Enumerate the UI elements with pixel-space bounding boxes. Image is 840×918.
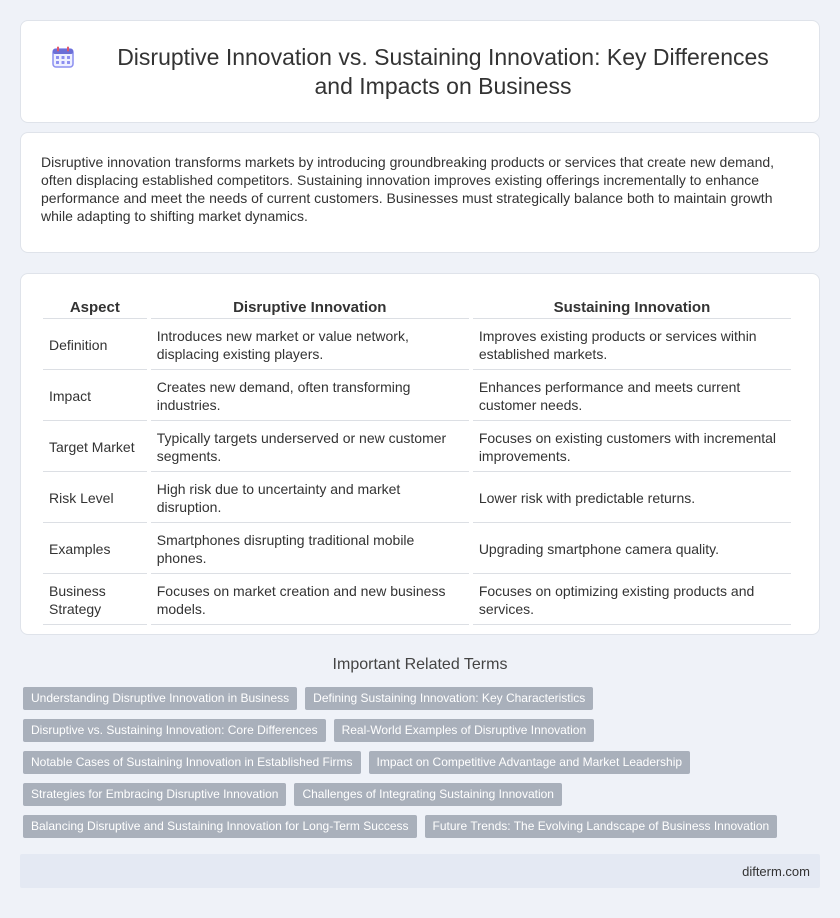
table-header-row — [43, 296, 791, 319]
comparison-table — [39, 294, 795, 627]
header-disruptive: Disruptive Innovation — [151, 296, 469, 319]
row-disruptive: Focuses on market creation and new business models. — [151, 576, 469, 625]
related-term-tag[interactable]: Future Trends: The Evolving Landscape of Business Innovation — [425, 815, 778, 838]
related-term-tag[interactable]: Balancing Disruptive and Sustaining Innovation for Long-Term Success — [23, 815, 417, 838]
row-disruptive: High risk due to uncertainty and market disruption. — [151, 474, 469, 523]
row-aspect: Examples — [43, 525, 147, 574]
calendar-icon — [51, 45, 75, 69]
related-term-tag[interactable]: Notable Cases of Sustaining Innovation in Established Firms — [23, 751, 361, 774]
row-aspect: Business Strategy — [43, 576, 147, 625]
row-sustaining: Focuses on existing customers with incremental improvements. — [473, 423, 791, 472]
related-terms-list — [23, 687, 813, 838]
footer-site-link[interactable]: difterm.com — [742, 863, 810, 879]
row-sustaining: Improves existing products or services within established markets. — [473, 321, 791, 370]
header-card — [20, 20, 820, 123]
table-row — [43, 423, 791, 472]
row-disruptive: Introduces new market or value network, displacing existing players. — [151, 321, 469, 370]
table-row — [43, 372, 791, 421]
page-title: Disruptive Innovation vs. Sustaining Innovation: Key Differences and Impacts on Business — [117, 43, 769, 99]
intro-paragraph: Disruptive innovation transforms markets by introducing groundbreaking products or services that create new demand, often displacing established competitors. Sustaining innovation improves existing offerings incrementally to enhance performance and meet the needs of current customers. Businesses must strategically balance both to maintain growth while adapting to shifting market dynamics. — [41, 154, 775, 224]
related-term-tag[interactable]: Real-World Examples of Disruptive Innovation — [334, 719, 595, 742]
row-sustaining: Upgrading smartphone camera quality. — [473, 525, 791, 574]
comparison-table-card — [20, 273, 820, 635]
table-row — [43, 321, 791, 370]
table-row — [43, 576, 791, 625]
table-row — [43, 474, 791, 523]
row-aspect: Definition — [43, 321, 147, 370]
row-aspect: Risk Level — [43, 474, 147, 523]
related-term-tag[interactable]: Disruptive vs. Sustaining Innovation: Core Differences — [23, 719, 326, 742]
row-aspect: Target Market — [43, 423, 147, 472]
row-sustaining: Enhances performance and meets current customer needs. — [473, 372, 791, 421]
related-term-tag[interactable]: Understanding Disruptive Innovation in Business — [23, 687, 297, 710]
related-term-tag[interactable]: Challenges of Integrating Sustaining Innovation — [294, 783, 562, 806]
related-term-tag[interactable]: Impact on Competitive Advantage and Market Leadership — [369, 751, 691, 774]
related-term-tag[interactable]: Defining Sustaining Innovation: Key Characteristics — [305, 687, 593, 710]
row-disruptive: Typically targets underserved or new customer segments. — [151, 423, 469, 472]
table-row — [43, 525, 791, 574]
related-term-tag[interactable]: Strategies for Embracing Disruptive Innovation — [23, 783, 286, 806]
row-disruptive: Smartphones disrupting traditional mobile phones. — [151, 525, 469, 574]
intro-card — [20, 132, 820, 253]
row-disruptive: Creates new demand, often transforming industries. — [151, 372, 469, 421]
row-sustaining: Focuses on optimizing existing products and services. — [473, 576, 791, 625]
related-terms-title: Important Related Terms — [332, 656, 508, 673]
row-sustaining: Lower risk with predictable returns. — [473, 474, 791, 523]
header-sustaining: Sustaining Innovation — [473, 296, 791, 319]
footer — [20, 854, 820, 888]
header-aspect: Aspect — [43, 296, 147, 319]
row-aspect: Impact — [43, 372, 147, 421]
